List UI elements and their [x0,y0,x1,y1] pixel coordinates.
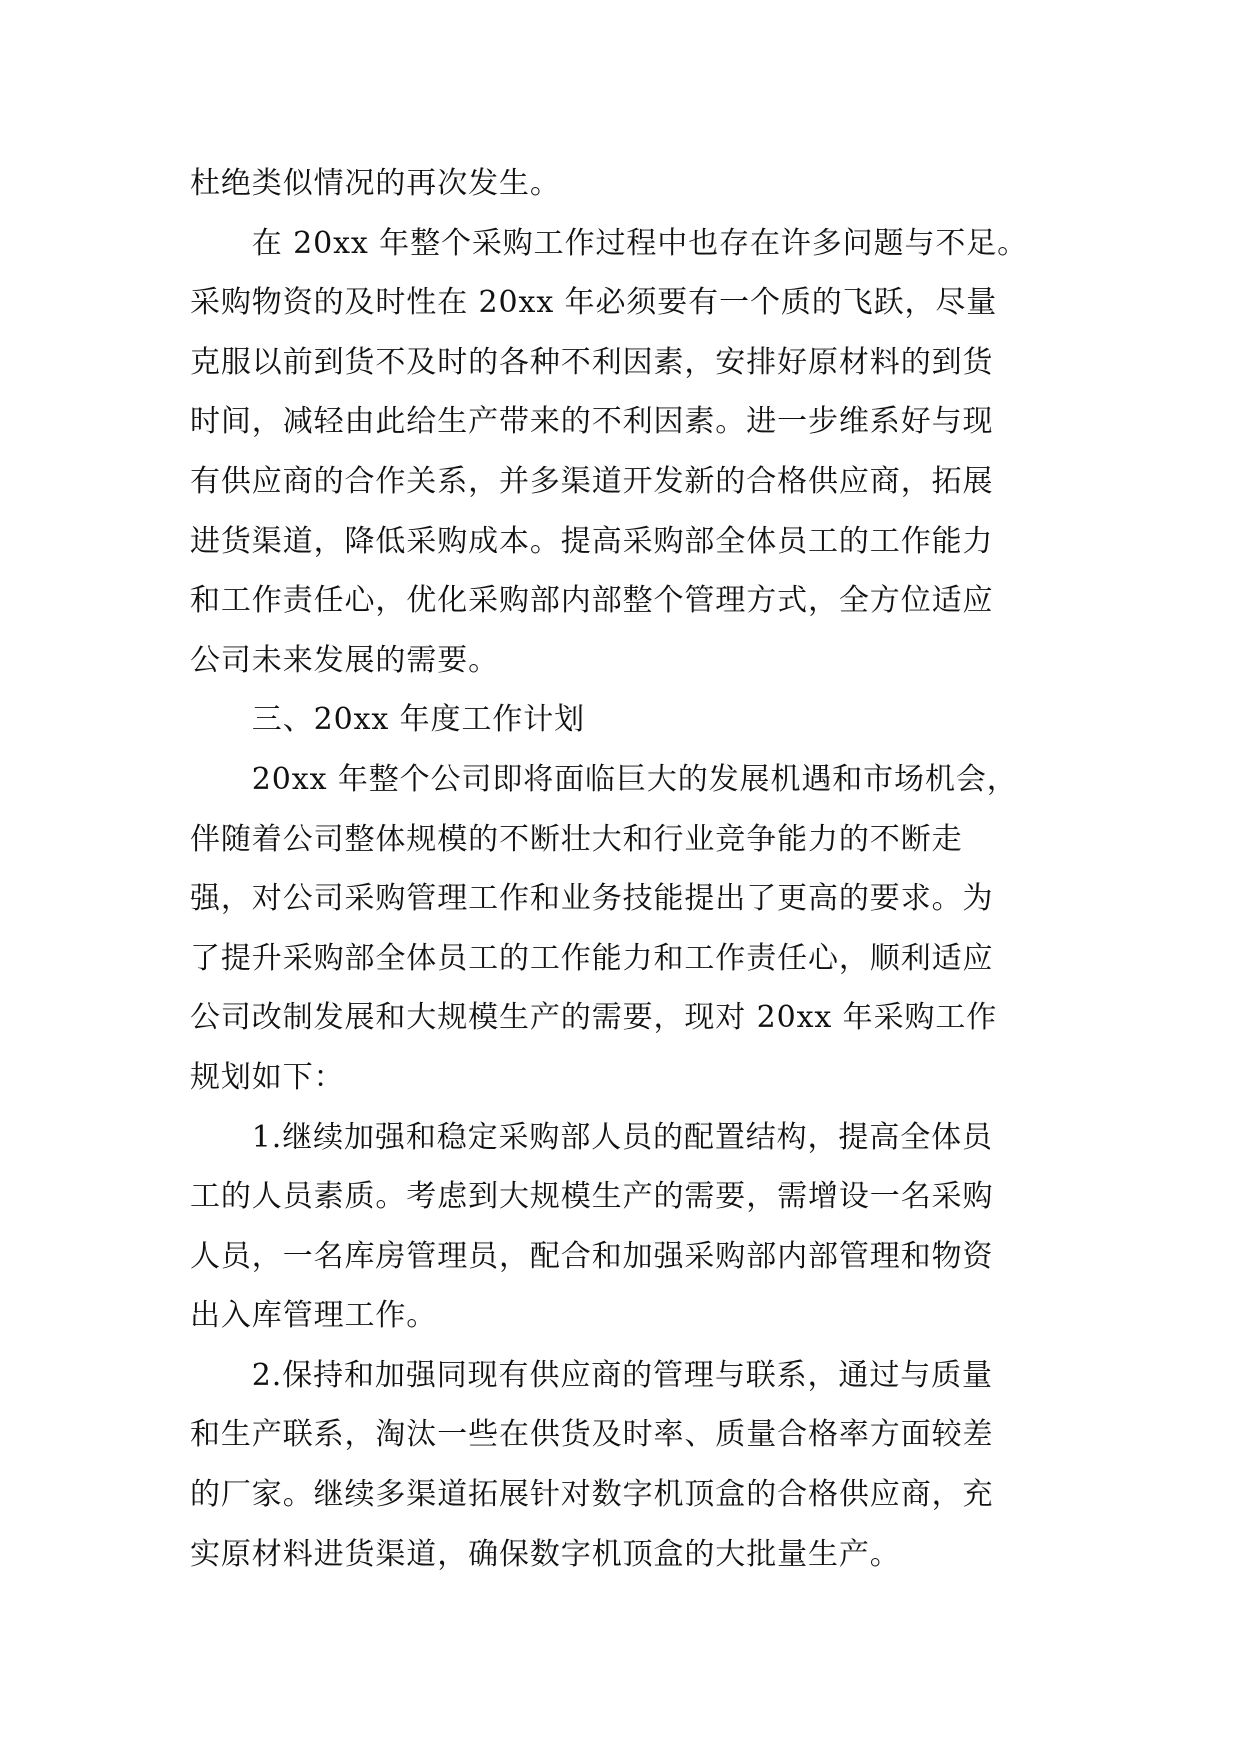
text-line: 公司改制发展和大规模生产的需要，现对 20xx 年采购工作 [190,1000,998,1036]
text-line: 规划如下： [190,1059,345,1095]
text-line: 和工作责任心，优化采购部内部整个管理方式，全方位适应 [190,583,994,619]
list-item-line: 1.继续加强和稳定采购部人员的配置结构，提高全体员 [190,1119,993,1155]
text-line: 20xx 年整个公司即将面临巨大的发展机遇和市场机会， [190,761,1018,797]
document-body [190,154,1070,1584]
text-line: 在 20xx 年整个采购工作过程中也存在许多问题与不足。 [190,225,1029,261]
text-line: 和生产联系，淘汰一些在供货及时率、质量合格率方面较差 [190,1417,994,1453]
text-line: 采购物资的及时性在 20xx 年必须要有一个质的飞跃，尽量 [190,285,998,321]
text-line: 公司未来发展的需要。 [190,642,499,678]
text-line: 了提升采购部全体员工的工作能力和工作责任心，顺利适应 [190,940,994,976]
text-line: 杜绝类似情况的再次发生。 [190,166,561,201]
text-line: 实原材料进货渠道，确保数字机顶盒的大批量生产。 [190,1536,901,1572]
text-line: 工的人员素质。考虑到大规模生产的需要，需增设一名采购 [190,1179,994,1215]
text-line: 克服以前到货不及时的各种不利因素，安排好原材料的到货 [190,344,994,380]
text-line: 伴随着公司整体规模的不断壮大和行业竞争能力的不断走 [190,821,963,857]
text-line: 进货渠道，降低采购成本。提高采购部全体员工的工作能力 [190,523,994,559]
text-line: 的厂家。继续多渠道拓展针对数字机顶盒的合格供应商，充 [190,1477,994,1513]
list-item-line: 2.保持和加强同现有供应商的管理与联系，通过与质量 [190,1357,993,1393]
section-heading: 三、20xx 年度工作计划 [190,702,586,738]
text-line: 有供应商的合作关系，并多渠道开发新的合格供应商，拓展 [190,463,994,499]
text-line: 人员，一名库房管理员，配合和加强采购部内部管理和物资 [190,1238,994,1274]
text-line: 时间，减轻由此给生产带来的不利因素。进一步维系好与现 [190,404,994,440]
text-line: 强，对公司采购管理工作和业务技能提出了更高的要求。为 [190,881,994,917]
text-line: 出入库管理工作。 [190,1298,438,1334]
